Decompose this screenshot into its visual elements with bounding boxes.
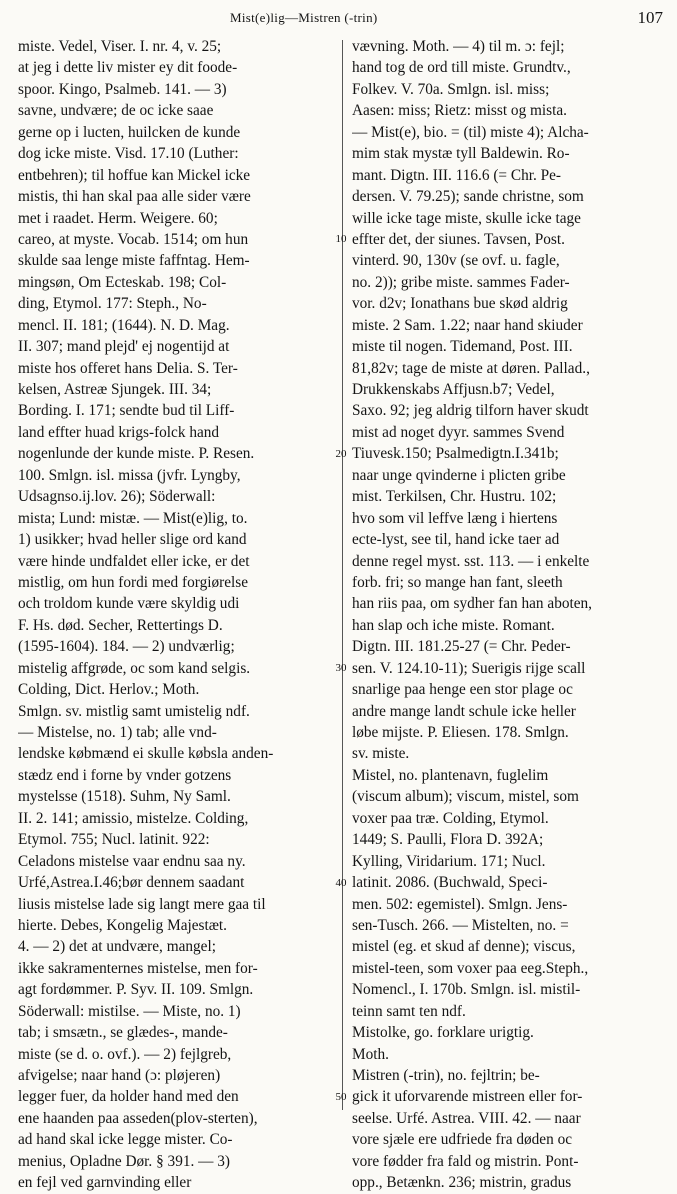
text-line: han riis paa, om sydher fan han aboten, <box>352 595 592 613</box>
text-line: dog icke miste. Visd. 17.10 (Luther: <box>18 145 239 163</box>
text-line: en fejl ved garnvinding eller <box>18 1174 192 1192</box>
text-line: han slap och iche miste. Romant. <box>352 616 555 634</box>
text-line: Colding, Dict. Herlov.; Moth. <box>18 681 200 699</box>
line-number: 20 <box>335 447 347 460</box>
line-number: 40 <box>335 876 347 889</box>
text-line: mist. Terkilsen, Chr. Hustru. 102; <box>352 488 557 506</box>
text-line: vore fødder fra fald og mistrin. Pont- <box>352 1152 579 1170</box>
text-line: snarlige paa henge een stor plage oc <box>352 681 573 699</box>
text-line: miste hos offeret hans Delia. S. Ter- <box>18 359 238 377</box>
text-line: land effter huad krigs-folck hand <box>18 423 220 441</box>
text-line: ene haanden paa asseden(plov-sterten), <box>18 1109 258 1127</box>
text-line: Kylling, Viridarium. 171; Nucl. <box>352 852 546 870</box>
text-line: mistelig affgrøde, oc som kand selgis. <box>18 659 251 677</box>
text-line: Mistolke, go. forklare urigtig. <box>352 1024 534 1042</box>
text-line: sen-Tusch. 266. — Mistelten, no. = <box>352 916 569 934</box>
text-line: agt fordømmer. P. Syv. II. 109. Smlgn. <box>18 981 254 999</box>
text-line: mencl. II. 181; (1644). N. D. Mag. <box>18 316 230 334</box>
text-line: entbehren); til hoffue kan Mickel icke <box>18 166 251 184</box>
column-divider <box>342 40 343 1110</box>
text-line: miste til nogen. Tidemand, Post. III. <box>352 338 573 356</box>
text-line: II. 307; mand plejd' ej nogentijd at <box>18 338 230 356</box>
text-line: II. 2. 141; amissio, mistelze. Colding, <box>18 809 249 827</box>
text-line: vævning. Moth. — 4) til m. ɔ: fejl; <box>352 38 565 55</box>
text-line: andre mange landt schule icke heller <box>352 702 576 720</box>
running-head: Mist(e)lig—Mistren (-trin) <box>230 10 378 25</box>
text-line: hvo som vil leffve læng i hiertens <box>352 509 558 527</box>
text-line: och troldom kunde være skyldig udi <box>18 595 240 613</box>
text-line: mim stak mystæ tyll Baldewin. Ro- <box>352 145 570 163</box>
text-line: mant. Digtn. III. 116.6 (= Chr. Pe- <box>352 166 562 184</box>
text-line: seelse. Urfé. Astrea. VIII. 42. — naar <box>352 1109 581 1127</box>
text-line: Digtn. III. 181.25-27 (= Chr. Peder- <box>352 638 571 656</box>
text-line: sen. V. 124.10-11); Suerigis rijge scall <box>352 659 586 677</box>
text-line: spoor. Kingo, Psalmeb. 141. — 3) <box>18 80 227 98</box>
text-line: Nomencl., I. 170b. Smlgn. isl. mistil- <box>352 981 581 999</box>
text-line: legger fuer, da holder hand med den <box>18 1088 239 1106</box>
text-line: nogenlunde der kunde miste. P. Resen. <box>18 445 255 463</box>
text-line: Drukkenskabs Affjusn.b7; Vedel, <box>352 381 555 398</box>
text-line: mist ad noget dyyr. sammes Svend <box>352 423 565 441</box>
text-line: miste. 2 Sam. 1.22; naar hand skiuder <box>352 316 583 334</box>
text-line: vor. d2v; Ionathans bue skød aldrig <box>352 295 568 313</box>
text-line: gick it uforvarende mistreen eller for- <box>352 1088 583 1106</box>
line-number: 50 <box>335 1091 347 1104</box>
text-line: lendske købmænd ei skulle købsla anden- <box>18 745 274 763</box>
text-line: savne, undvære; de oc icke saae <box>18 102 214 120</box>
text-line: gerne op i lucten, huilcken de kunde <box>18 123 241 141</box>
text-line: Udsagnso.ij.lov. 26); Söderwall: <box>18 488 216 506</box>
text-line: — Mistelse, no. 1) tab; alle vnd- <box>18 724 217 741</box>
text-line: mystelsse (1518). Suhm, Ny Saml. <box>18 788 231 806</box>
line-number: 10 <box>335 233 347 246</box>
page-number: 107 <box>637 8 663 27</box>
text-line: mistel-teen, som voxer paa eeg.Steph., <box>352 959 589 977</box>
text-line: (viscum album); viscum, mistel, som <box>352 788 579 806</box>
text-line: F. Hs. død. Secher, Rettertings D. <box>18 616 223 634</box>
text-line: sv. miste. <box>352 745 410 763</box>
text-line: ikke sakramenternes mistelse, men for- <box>18 959 258 977</box>
text-line: 100. Smlgn. isl. missa (jvfr. Lyngby, <box>18 466 241 484</box>
text-line: Aasen: miss; Rietz: misst og mista. <box>352 102 568 120</box>
left-column <box>18 36 333 1194</box>
text-line: mingsøn, Om Ecteskab. 198; Col- <box>18 273 227 291</box>
text-line: Saxo. 92; jeg aldrig tilforn haver skudt <box>352 402 589 420</box>
text-line: latinit. 2086. (Buchwald, Speci- <box>352 874 548 892</box>
text-line: forb. fri; so mange han fant, sleeth <box>352 573 563 591</box>
text-line: Moth. <box>352 1045 389 1063</box>
text-line: 1449; S. Paulli, Flora D. 392A; <box>352 831 544 849</box>
text-line: 1) usikker; hvad heller slige ord kand <box>18 531 247 549</box>
text-line: teinn samt ten ndf. <box>352 1002 466 1020</box>
text-line: Celadons mistelse vaar endnu saa ny. <box>18 852 246 870</box>
text-line: vinterd. 90, 130v (se ovf. u. fagle, <box>352 252 560 270</box>
text-line: Mistren (-trin), no. fejltrin; be- <box>352 1067 540 1084</box>
text-line: 81,82v; tage de miste at døren. Pallad., <box>352 359 590 377</box>
text-line: vore sjæle ere udfriede fra døden oc <box>352 1131 573 1149</box>
line-number: 30 <box>335 662 347 675</box>
text-line: met i raadet. Herm. Weigere. 60; <box>18 209 218 227</box>
text-line: Etymol. 755; Nucl. latinit. 922: <box>18 831 210 849</box>
text-line: tab; i smsætn., se glædes-, mande- <box>18 1024 228 1042</box>
page-header <box>0 8 677 30</box>
text-line: no. 2)); gribe miste. sammes Fader- <box>352 273 570 291</box>
text-line: være hinde undfaldet eller icke, er det <box>18 552 250 570</box>
text-line: voxer paa træ. Colding, Etymol. <box>352 809 549 827</box>
text-line: ding, Etymol. 177: Steph., No- <box>18 295 207 313</box>
text-line: mistlig, om hun fordi med forgiørelse <box>18 573 248 591</box>
text-line: miste. Vedel, Viser. I. nr. 4, v. 25; <box>18 38 222 55</box>
text-line: liusis mistelse lade sig langt mere gaa til <box>18 895 266 913</box>
text-line: mistel (eg. et skud af denne); viscus, <box>352 938 576 956</box>
text-line: ecte-lyst, see til, hand icke taer ad <box>352 531 560 549</box>
text-line: hierte. Debes, Kongelig Majestæt. <box>18 916 228 934</box>
text-line: Tiuvesk.150; Psalmedigtn.I.341b; <box>352 445 559 463</box>
text-line: kelsen, Astreæ Sjungek. III. 34; <box>18 381 212 398</box>
text-line: løbe mijste. P. Eliesen. 178. Smlgn. <box>352 724 569 741</box>
text-line: mistis, thi han skal paa alle sider være <box>18 188 251 206</box>
text-line: dersen. V. 79.25); sande christne, som <box>352 188 584 206</box>
text-line: Smlgn. sv. mistlig samt umistelig ndf. <box>18 702 250 720</box>
text-line: careo, at myste. Vocab. 1514; om hun <box>18 230 249 248</box>
text-line: skulde saa lenge miste faffntag. Hem- <box>18 252 250 270</box>
text-line: at jeg i dette liv mister ey dit foode- <box>18 59 238 77</box>
text-line: mista; Lund: mistæ. — Mist(e)lig, to. <box>18 509 248 527</box>
right-column <box>352 36 664 1194</box>
text-line: stædz end i forne by vnder gotzens <box>18 766 232 784</box>
text-line: ad hand skal icke legge mister. Co- <box>18 1131 233 1149</box>
text-line: (1595-1604). 184. — 2) undværlig; <box>18 638 235 656</box>
text-line: hand tog de ord till miste. Grundtv., <box>352 59 571 77</box>
text-line: Bording. I. 171; sendte bud til Liff- <box>18 402 235 420</box>
text-line: effter det, der siunes. Tavsen, Post. <box>352 230 565 248</box>
text-line: naar unge qvinderne i plicten gribe <box>352 466 566 484</box>
text-line: Folkev. V. 70a. Smlgn. isl. miss; <box>352 80 550 98</box>
text-line: afvigelse; naar hand (ɔ: pløjeren) <box>18 1067 221 1084</box>
text-line: menius, Opladne Dør. § 391. — 3) <box>18 1152 231 1170</box>
text-line: wille icke tage miste, skulle icke tage <box>352 209 581 227</box>
text-line: — Mist(e), bio. = (til) miste 4); Alcha- <box>352 123 589 141</box>
text-line: denne regel myst. sst. 113. — i enkelte <box>352 552 590 570</box>
text-line: Urfé,Astrea.I.46;bør dennem saadant <box>18 874 245 892</box>
text-line: men. 502: egemistel). Smlgn. Jens- <box>352 895 568 913</box>
text-line: miste (se d. o. ovf.). — 2) fejlgreb, <box>18 1045 232 1063</box>
text-line: Söderwall: mistilse. — Miste, no. 1) <box>18 1002 241 1020</box>
text-line: Mistel, no. plantenavn, fuglelim <box>352 766 549 784</box>
text-line: opp., Betænkn. 236; mistrin, gradus <box>352 1174 572 1192</box>
text-line: 4. — 2) det at undvære, mangel; <box>18 938 216 956</box>
